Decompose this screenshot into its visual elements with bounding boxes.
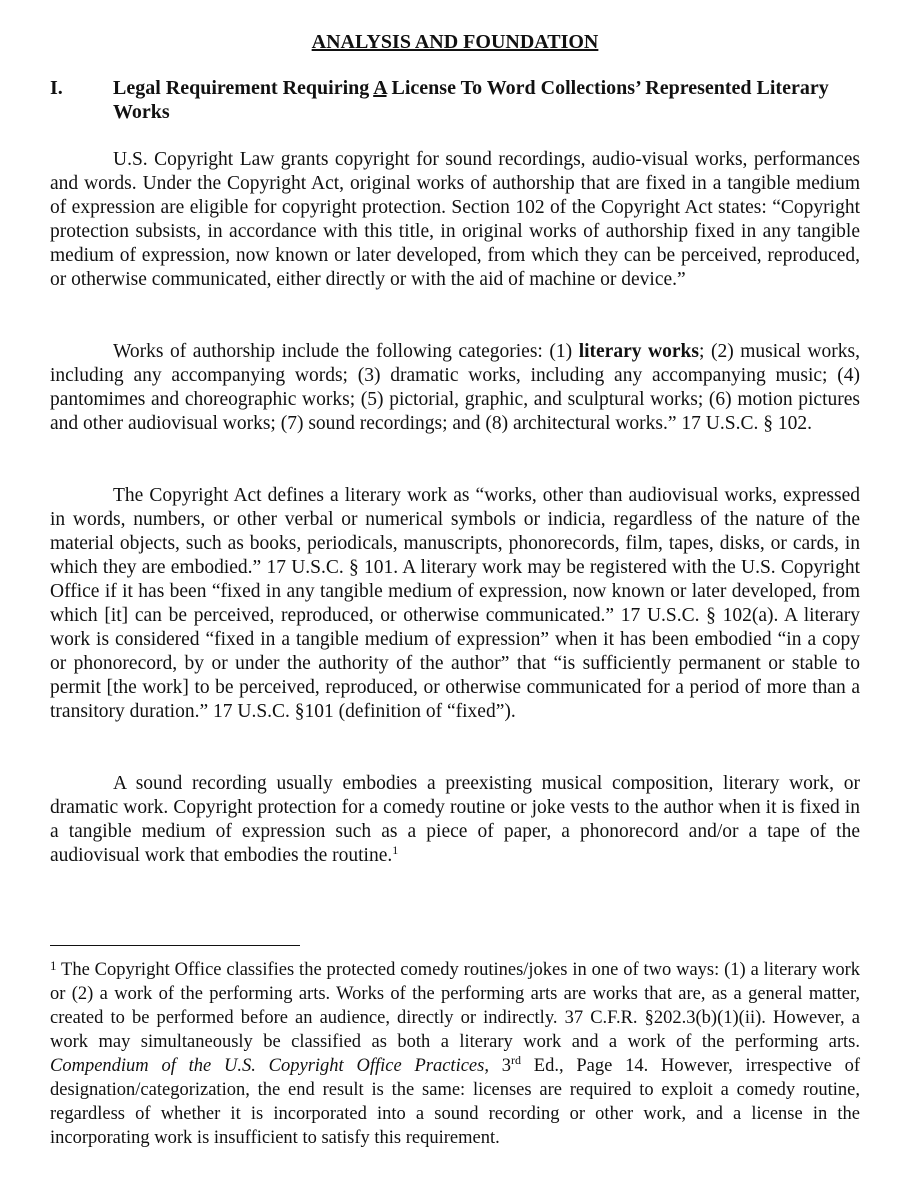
- footnote-reference[interactable]: 1: [392, 843, 399, 857]
- p2-text-after: ; (2) musical works, including any accompanying words; (3) dramatic works, including any accompanying music; (4) pantomimes and choreographic works; (5) pictorial, graphic, and sculptural works; (6) motion pictures and other audiovisual works; (7) sound recordings; and (8) architectural works.” 17 U.S.C. § 102.: [50, 341, 861, 434]
- heading-text-after: License To Word Collections’ Represented Literary Works: [113, 77, 829, 123]
- footnote-separator: [50, 945, 300, 946]
- paragraph-literary-work-definition: The Copyright Act defines a literary work as “works, other than audiovisual works, expressed in words, numbers, or other verbal or numerical symbols or indicia, regardless of the nature of the material objects, such as books, periodicals, manuscripts, phonorecords, film, tapes, disks, or cards, in which they are embodied.” 17 U.S.C. § 101. A literary work may be registered with the U.S. Copyright Office if it has been “fixed in any tangible medium of expression, now known or later developed, from which [it] can be perceived, reproduced, or otherwise communicated.” 17 U.S.C. § 102(a). A literary work is considered “fixed in a tangible medium of expression” when it has been embodied “in a copy or phonorecord, by or under the authority of the author” that “is sufficiently permanent or stable to permit [the work] to be perceived, reproduced, or otherwise communicated for a period of more than a transitory duration.” 17 U.S.C. §101 (definition of “fixed”).: [50, 485, 860, 722]
- p4-text: A sound recording usually embodies a preexisting musical composition, literary work, or dramatic work. Copyright protection for a comedy routine or joke vests to the author when it is fixed in a tangible medium of expression such as a piece of paper, a phonorecord and/or a tape of the audiovisual work that embodies the routine.: [50, 773, 860, 866]
- footnote-text-before: The Copyright Office classifies the protected comedy routines/jokes in one of two ways: (1) a literary work or (2) a work of the performing arts. Works of the performing arts are works that are, as a general matter, created to be performed before an audience, directly or indirectly. 37 C.F.R. §202.3(b)(1)(ii). However, a work may simultaneously be classified as both a literary work and a work of the performing arts.: [50, 960, 860, 1052]
- document-title: ANALYSIS AND FOUNDATION: [311, 31, 599, 53]
- footnote-text-after: Ed., Page 14. However, irrespective of designation/categorization, the end result is the same: licenses are required to exploit a comedy routine, regardless of whether it is incorporated into a sound recording or other work, and a license in the incorporating work is insufficient to satisfy this requirement.: [50, 1056, 861, 1148]
- heading-text-before: Legal Requirement Requiring: [113, 77, 374, 99]
- section-heading-text: [113, 76, 861, 124]
- footnote-edition-sup: rd: [511, 1053, 522, 1067]
- footnote-italic-title: Compendium of the U.S. Copyright Office Practices: [50, 1056, 485, 1076]
- paragraph-works-of-authorship: [50, 340, 860, 436]
- paragraph-sound-recording: [50, 772, 860, 868]
- footnote-edition-pre: , 3: [484, 1056, 512, 1076]
- paragraph-copyright-law: U.S. Copyright Law grants copyright for sound recordings, audio-visual works, performances and words. Under the Copyright Act, original works of authorship that are fixed in a tangible medium of expression are eligible for copyright protection. Section 102 of the Copyright Act states: “Copyright protection subsists, in accordance with this title, in original works of authorship fixed in any tangible medium of expression, now known or later developed, from which they can be perceived, reproduced, or otherwise communicated, either directly or with the aid of machine or device.”: [50, 149, 860, 290]
- p2-text-before: Works of authorship include the following categories: (1): [113, 341, 579, 362]
- footnote-1: [50, 958, 860, 1150]
- heading-underlined-article: A: [373, 77, 387, 99]
- section-number: I.: [50, 77, 63, 99]
- p2-bold-literary-works: literary works: [578, 341, 699, 362]
- footnote-marker: 1: [50, 958, 57, 973]
